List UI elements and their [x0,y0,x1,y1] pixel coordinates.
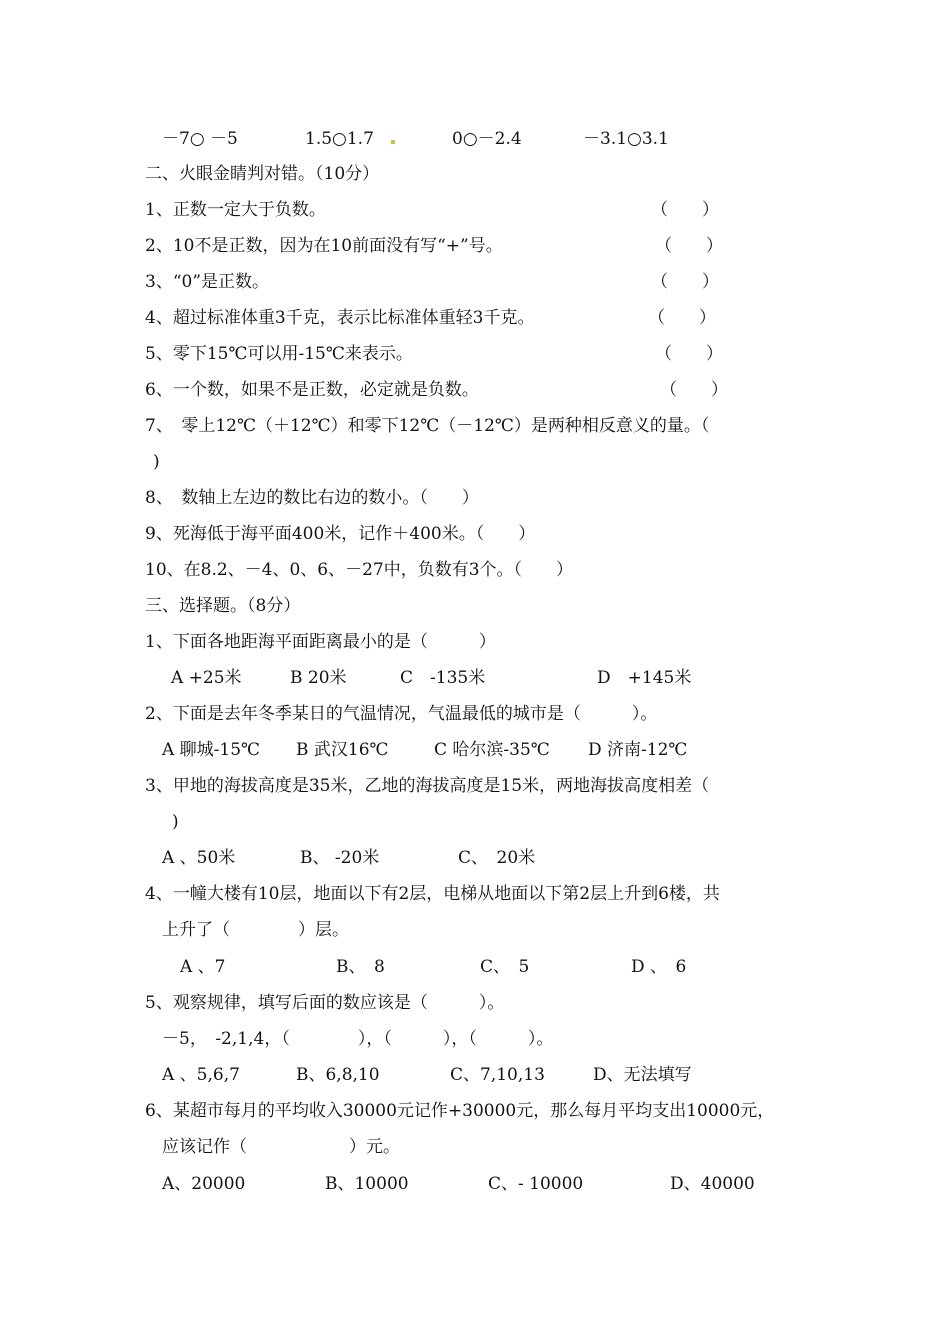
mc-option[interactable]: B 20米 [290,668,347,688]
mc-option[interactable]: A +25米 [171,668,242,688]
mc-option[interactable]: C 哈尔滨-35℃ [434,740,550,760]
compare-item: 1.5○1.7 [305,129,374,149]
mc-option[interactable]: B、10000 [325,1174,409,1194]
mc-question-1: 1、下面各地距海平面距离最小的是（ ） [145,632,496,652]
mc-option[interactable]: D、40000 [670,1174,755,1194]
tf-item-6: 6、一个数，如果不是正数，必定就是负数。 [145,380,479,400]
mc-question-3-cont: ) [172,812,179,832]
answer-paren[interactable]: （ ） [648,308,716,328]
marker-dot [391,140,395,144]
mc-option[interactable]: D、无法填写 [593,1065,692,1085]
mc-option[interactable]: A 、50米 [162,848,236,868]
mc-option[interactable]: A 、7 [180,957,226,977]
answer-paren[interactable]: （ ） [651,272,719,292]
tf-item-1: 1、正数一定大于负数。 [145,200,326,220]
answer-paren[interactable]: （ ） [655,236,723,256]
section2-title: 二、火眼金睛判对错。（10分） [145,164,380,184]
mc-option[interactable]: D +145米 [597,668,692,688]
mc-question-2: 2、下面是去年冬季某日的气温情况，气温最低的城市是（ ）。 [145,704,658,724]
number-sequence: －5， -2,1,4，（ ），（ ），（ ）。 [162,1029,554,1049]
mc-option[interactable]: C、 20米 [458,848,536,868]
mc-question-5: 5、观察规律，填写后面的数应该是（ ）。 [145,993,505,1013]
mc-option[interactable]: C、 5 [480,957,530,977]
mc-question-4-cont: 上升了（ ）层。 [162,920,349,940]
mc-option[interactable]: A 聊城-15℃ [162,740,261,760]
answer-paren[interactable]: （ ） [660,380,728,400]
tf-item-2: 2、10不是正数，因为在10前面没有写“+”号。 [145,236,503,256]
tf-item-7-cont: ) [153,452,160,472]
tf-item-10: 10、在8.2、－4、0、6、－27中，负数有3个。（ ） [145,560,574,580]
compare-item: －3.1○3.1 [583,129,669,149]
mc-option[interactable]: A 、5,6,7 [162,1065,240,1085]
mc-question-6: 6、某超市每月的平均收入30000元记作+30000元，那么每月平均支出10000元， [145,1101,775,1121]
tf-item-9: 9、死海低于海平面400米，记作＋400米。（ ） [145,524,536,544]
mc-question-4: 4、一幢大楼有10层，地面以下有2层，电梯从地面以下第2层上升到6楼，共 [145,884,720,904]
tf-item-3: 3、“0”是正数。 [145,272,270,292]
tf-item-4: 4、超过标准体重3千克，表示比标准体重轻3千克。 [145,308,535,328]
answer-paren[interactable]: （ ） [655,344,723,364]
mc-option[interactable]: B 武汉16℃ [296,740,389,760]
compare-item: 0○－2.4 [452,129,522,149]
mc-option[interactable]: C、- 10000 [488,1174,584,1194]
mc-option[interactable]: B、 -20米 [300,848,380,868]
tf-item-8: 8、 数轴上左边的数比右边的数小。（ ） [145,488,479,508]
compare-item: －7○ －5 [162,129,238,149]
section3-title: 三、选择题。（8分） [145,596,301,616]
tf-item-5: 5、零下15℃可以用-15℃来表示。 [145,344,413,364]
mc-option[interactable]: C -135米 [400,668,486,688]
tf-item-7: 7、 零上12℃（＋12℃）和零下12℃（－12℃）是两种相反意义的量。（ [145,416,710,436]
mc-option[interactable]: C、7,10,13 [450,1065,545,1085]
mc-option[interactable]: D 、 6 [631,957,687,977]
mc-question-3: 3、甲地的海拔高度是35米，乙地的海拔高度是15米，两地海拔高度相差（ [145,776,710,796]
mc-option[interactable]: B、 8 [336,957,385,977]
mc-option[interactable]: A、20000 [162,1174,246,1194]
mc-question-6-cont: 应该记作（ ）元。 [162,1137,400,1157]
answer-paren[interactable]: （ ） [651,200,719,220]
mc-option[interactable]: B、6,8,10 [296,1065,380,1085]
mc-option[interactable]: D 济南-12℃ [588,740,688,760]
